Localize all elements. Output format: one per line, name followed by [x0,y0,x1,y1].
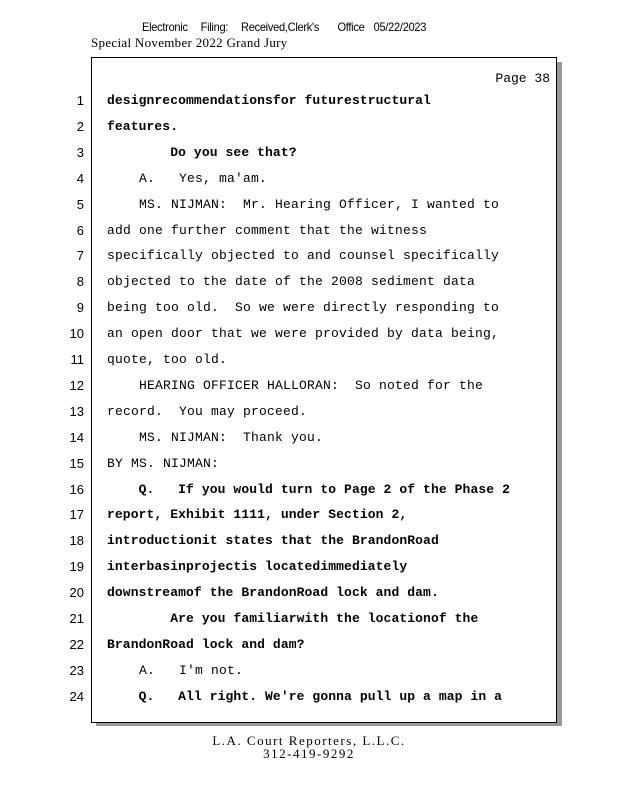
transcript-line: A. I'm not. [107,662,244,678]
line-number: 8 [76,274,84,290]
stamp-received: Received,Clerk's [241,20,320,34]
transcript-line: Do you see that? [107,144,297,160]
transcript-line: report, Exhibit 1111, under Section 2, [107,507,408,523]
line-number: 11 [70,352,84,367]
line-number: 24 [69,688,84,704]
transcript-line: features. [107,118,179,134]
stamp-date: 05/22/2023 [373,20,427,34]
line-number: 10 [69,326,84,342]
footer-phone: 312-419-9292 [263,746,355,761]
stamp-office: Office [337,20,365,34]
transcript-line: record. You may proceed. [107,403,308,419]
transcript-line: quote, too old. [107,352,228,367]
line-number: 1 [76,93,84,108]
transcript-line: downstreamof the BrandonRoad lock and dam. [107,585,439,601]
line-number: 5 [76,196,84,212]
transcript-line: add one further comment that the witness [107,222,428,238]
transcript-line: MS. NIJMAN: Mr. Hearing Officer, I wanted to [107,196,500,212]
transcript-line: Q. All right. We're gonna pull up a map in a [107,688,503,704]
transcript-line: designrecommendationsfor futurestructural [107,93,431,108]
grand-jury-header: Special November 2022 Grand Jury [91,35,288,50]
filing-stamp [142,20,439,34]
transcript-line: Q. If you would turn to Page 2 of the Phase 2 [107,481,510,497]
transcript-line: objected to the date of the 2008 sediment data [107,274,476,290]
line-number: 22 [69,636,84,652]
line-number: 23 [69,662,84,678]
transcript-line: specifically objected to and counsel specifically [107,248,500,264]
line-number: 2 [76,118,84,134]
line-number: 12 [69,377,84,393]
line-number: 18 [69,533,84,549]
line-number: 13 [69,403,84,419]
line-number: 17 [69,507,84,523]
line-number: 9 [76,300,84,316]
line-number: 19 [69,559,84,575]
line-number: 3 [76,144,84,160]
line-number: 21 [69,611,84,626]
transcript-line: BY MS. NIJMAN: [107,455,220,471]
line-number: 20 [69,585,84,601]
line-number: 4 [76,170,84,186]
transcript-line: MS. NIJMAN: Thank you. [107,429,324,445]
stamp-filing: Filing: [200,20,229,34]
transcript-line: A. Yes, ma'am. [107,170,268,186]
transcript-line: Are you familiarwith the locationof the [107,611,479,626]
line-number: 16 [69,481,84,497]
line-number: 14 [69,429,84,445]
line-number: 7 [76,248,84,264]
transcript-line: BrandonRoad lock and dam? [107,636,305,652]
transcript-line: interbasinprojectis locatedimmediately [107,559,408,575]
page-number: Page 38 [495,71,550,86]
transcript-line: introductionit states that the BrandonRoad [107,533,439,549]
line-number: 6 [76,222,84,238]
transcript-line: HEARING OFFICER HALLORAN: So noted for the [107,377,484,393]
transcript-line: an open door that we were provided by data being, [107,326,500,342]
footer-company: L.A. Court Reporters, L.L.C. [212,733,406,748]
stamp-electronic: Electronic [142,20,188,34]
transcript-line: being too old. So we were directly responding to [107,300,500,316]
line-number: 15 [69,455,84,471]
